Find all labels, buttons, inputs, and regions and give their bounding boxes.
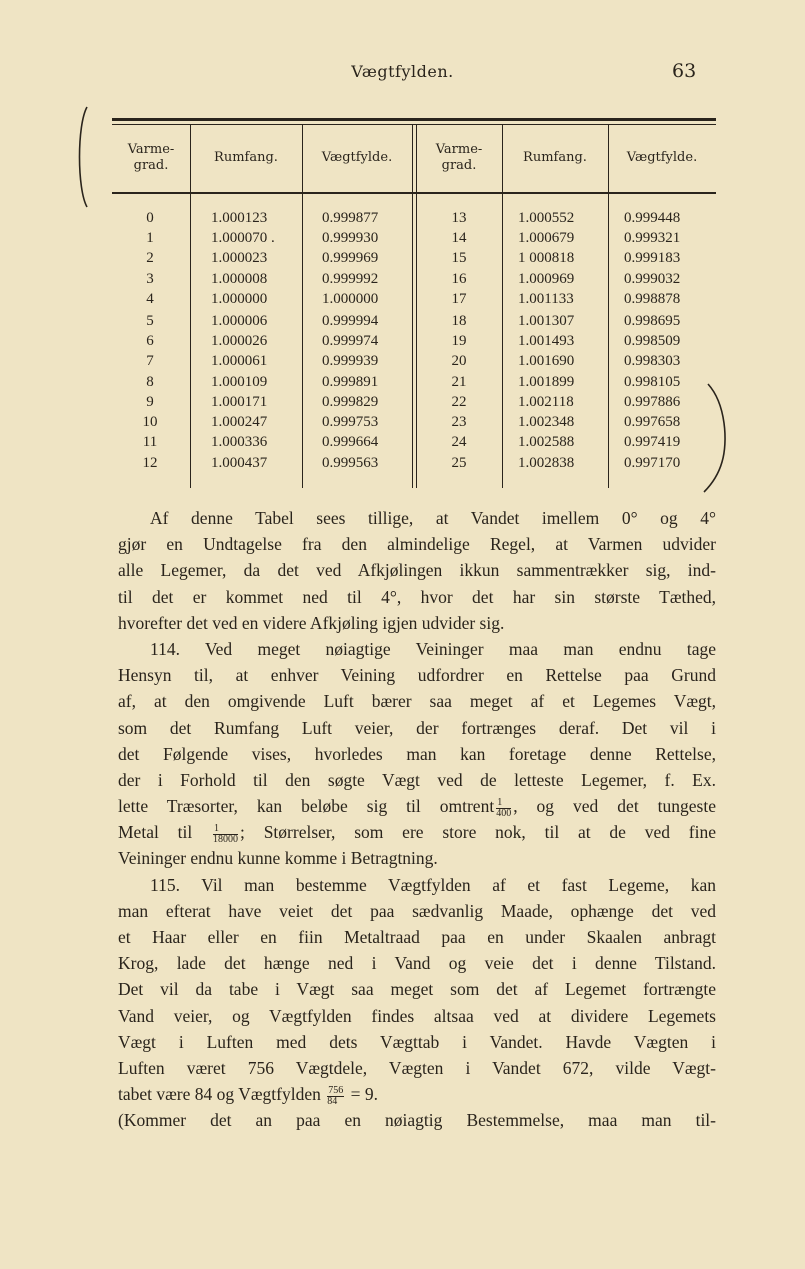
text-line: gjør en Undtagelse fra den almindelige Regel, at Varmen udvider (118, 534, 716, 555)
table-cell: 7 (146, 353, 154, 370)
text-line: (Kommer det an paa en nøiagtig Bestemmelse, maa man til- (118, 1110, 716, 1131)
table-column-right-degree (429, 392, 489, 473)
table-cell: 0.999753 (322, 414, 379, 431)
table-cell: 13 (451, 210, 467, 226)
table-cell: 15 (451, 250, 467, 267)
table-cell: 1.001899 (518, 373, 575, 390)
table-cell: 1.001307 (518, 313, 575, 329)
table-cell: 0.999448 (624, 210, 681, 226)
table-cell: 1 000818 (518, 250, 575, 267)
table-cell: 24 (451, 434, 467, 451)
table-cell: 1.000000 (211, 290, 268, 307)
fraction-numerator: 756 (328, 1084, 344, 1096)
text-line: Det vil da tabe i Vægt saa meget som det af Legemet fortrængte (118, 979, 716, 1000)
text-line: som det Rumfang Luft veier, der fortrænges deraf. Det vil i (118, 717, 716, 738)
table-column-right-degree (429, 311, 489, 392)
text-fragment: lette Træsorter, kan beløbe sig til omtrent (118, 796, 495, 817)
table-cell: 0.999664 (322, 434, 379, 451)
text-fragment: Metal til (118, 822, 193, 843)
table-cell: 1.000109 (211, 373, 268, 390)
table-cell: 0.999183 (624, 250, 681, 267)
table-column-left-degree (120, 311, 180, 392)
table-cell: 17 (451, 290, 467, 307)
table-cell: 0.998303 (624, 353, 681, 370)
text-line (118, 819, 716, 845)
table-cell: 16 (451, 270, 467, 287)
text-line (118, 1081, 716, 1107)
fraction-denominator: 18000 (213, 833, 239, 845)
table-cell: 5 (146, 313, 154, 329)
table-top-rule (112, 118, 716, 121)
table-cell: 6 (146, 333, 154, 350)
table-cell: 0.999974 (322, 333, 379, 350)
table-cell: 9 (146, 394, 154, 410)
table-cell: 1.000070 . (211, 230, 275, 247)
text-line: det Følgende vises, hvorledes man kan foretage denne Rettelse, (118, 743, 716, 764)
table-cell: 12 (142, 454, 158, 471)
page-number: 63 (672, 60, 697, 82)
table-cell: 0 (146, 210, 154, 226)
fraction-numerator: 1 (213, 824, 238, 835)
header-gravity-left: Vægtfylde. (321, 150, 393, 165)
table-cell: 1.000023 (211, 250, 268, 267)
table-cell: 1.000006 (211, 313, 268, 329)
table-column-left-gravity (322, 392, 378, 473)
table-column-left-gravity (322, 208, 378, 309)
table-column-right-volume (518, 311, 574, 392)
text-line: 115. Vil man bestemme Vægtfylden af et fast Legeme, kan (150, 874, 716, 895)
fraction (327, 1086, 344, 1107)
table-column-rule (190, 124, 191, 488)
table-cell: 0.997658 (624, 414, 681, 431)
table-cell: 3 (146, 270, 154, 287)
header-volume-right: Rumfang. (523, 150, 587, 165)
table-cell: 0.998878 (624, 290, 681, 307)
text-line: til det er kommet ned til 4°, hvor det har sin største Tæthed, (118, 586, 716, 607)
table-column-right-gravity (624, 311, 680, 392)
fraction-denominator: 400 (496, 807, 512, 819)
text-line: af, at den omgivende Luft bærer saa meget af et Legemes Vægt, (118, 691, 716, 712)
table-cell: 8 (146, 373, 154, 390)
body-text (118, 505, 716, 1134)
text-line: Vand veier, og Vægtfylden findes altsaa ved at dividere Legemets (118, 1005, 716, 1026)
text-line: Af denne Tabel sees tillige, at Vandet imellem 0° og 4° (150, 508, 716, 528)
text-line: man efterat have veiet det paa sædvanlig Maade, ophænge det ved (118, 900, 716, 921)
table-cell: 1.000008 (211, 270, 268, 287)
table-cell: 23 (451, 414, 467, 431)
header-heat-left: Varme- grad. (127, 142, 175, 173)
table-cell: 1.002838 (518, 454, 575, 471)
table-cell: 1.001493 (518, 333, 575, 350)
table-cell: 0.999321 (624, 230, 681, 247)
running-title: Vægtfylden. (351, 62, 454, 81)
table-cell: 1.002588 (518, 434, 575, 451)
table-cell: 0.999829 (322, 394, 379, 410)
table-cell: 0.997419 (624, 434, 681, 451)
table-column-right-volume (518, 208, 574, 309)
table-column-left-volume (211, 311, 267, 392)
right-bracket-mark (700, 382, 730, 494)
table-cell: 1.000171 (211, 394, 268, 410)
table-cell: 19 (451, 333, 467, 350)
table-column-rule (412, 124, 413, 488)
text-fragment: = 9. (350, 1084, 378, 1105)
table-cell: 2 (146, 250, 154, 267)
table-cell: 1.002118 (518, 394, 574, 410)
table-cell: 0.999930 (322, 230, 379, 247)
table-cell: 0.999969 (322, 250, 379, 267)
text-line (118, 793, 716, 819)
text-line: alle Legemer, da det ved Afkjølingen ikkun sammentrækker sig, ind- (118, 560, 716, 581)
table-cell: 0.999877 (322, 210, 379, 226)
header-heat-right: Varme- grad. (435, 142, 483, 173)
table-cell: 18 (451, 313, 467, 329)
table-column-right-gravity (624, 392, 680, 473)
table-cell: 1.000026 (211, 333, 268, 350)
text-line: Krog, lade det hænge ned i Vand og veie det i denne Tilstand. (118, 953, 716, 974)
table-cell: 0.998509 (624, 333, 681, 350)
text-line: hvorefter det ved en videre Afkjøling igjen udvider sig. (118, 612, 505, 633)
table-column-rule (416, 124, 417, 488)
table-column-rule (608, 124, 609, 488)
table-cell: 0.998695 (624, 313, 681, 329)
text-line: 114. Ved meget nøiagtige Veininger maa man endnu tage (150, 638, 716, 659)
text-line: Vægt i Luften med dets Vægttab i Vandet. Havde Vægten i (118, 1031, 716, 1052)
table-cell: 4 (146, 290, 154, 307)
table-cell: 1.000679 (518, 230, 575, 247)
fraction (496, 798, 511, 819)
table-cell: 1.001690 (518, 353, 575, 370)
table-cell: 22 (451, 394, 467, 410)
table-cell: 25 (451, 454, 467, 471)
text-line: Hensyn til, at enhver Veining udfordrer en Rettelse paa Grund (118, 665, 716, 686)
table-cell: 1.000969 (518, 270, 575, 287)
table-column-rule (502, 124, 503, 488)
table-cell: 10 (142, 414, 158, 431)
table-cell: 14 (451, 230, 467, 247)
table-cell: 1.001133 (518, 290, 574, 307)
table-cell: 1 (146, 230, 154, 247)
table-cell: 1.002348 (518, 414, 575, 431)
table-column-left-degree (120, 392, 180, 473)
table-column-left-gravity (322, 311, 378, 392)
table-column-right-gravity (624, 208, 680, 309)
table-cell: 0.999992 (322, 270, 379, 287)
table-cell: 21 (451, 373, 467, 390)
table-top-rule-thin (112, 124, 716, 125)
table-cell: 1.000336 (211, 434, 268, 451)
fraction-denominator: 84 (327, 1095, 338, 1107)
table-cell: 0.999939 (322, 353, 379, 370)
text-line: Luften været 756 Vægtdele, Vægten i Vandet 672, vilde Vægt- (118, 1057, 716, 1078)
table-cell: 1.000061 (211, 353, 268, 370)
text-fragment: , og ved det tungeste (513, 796, 716, 817)
table-cell: 11 (142, 434, 158, 451)
table-cell: 0.999032 (624, 270, 681, 287)
text-line: et Haar eller en fiin Metaltraad paa en under Skaalen anbragt (118, 927, 716, 947)
table-cell: 0.999563 (322, 454, 379, 471)
table-header-rule (112, 192, 716, 194)
fraction (213, 824, 238, 845)
table-cell: 0.999891 (322, 373, 379, 390)
table-column-right-degree (429, 208, 489, 309)
table-cell: 1.000000 (322, 290, 379, 307)
table-column-left-volume (211, 208, 275, 309)
header-gravity-right: Vægtfylde. (626, 150, 698, 165)
text-line: der i Forhold til den søgte Vægt ved de letteste Legemer, f. Ex. (118, 769, 716, 790)
table-column-right-volume (518, 392, 574, 473)
left-bracket-mark (74, 105, 88, 209)
text-line: Veininger endnu kunne komme i Betragtning. (118, 848, 438, 869)
table-column-rule (302, 124, 303, 488)
table-column-left-degree (120, 208, 180, 309)
fraction-numerator: 1 (496, 798, 511, 809)
text-fragment: ; Størrelser, som ere store nok, til at de ved fine (240, 822, 717, 843)
table-cell: 20 (451, 353, 467, 370)
table-cell: 0.997170 (624, 454, 681, 471)
table-cell: 0.997886 (624, 394, 681, 410)
table-cell: 0.998105 (624, 373, 681, 390)
table-cell: 1.000123 (211, 210, 268, 226)
table-cell: 1.000247 (211, 414, 268, 431)
table-cell: 1.000437 (211, 454, 268, 471)
table-cell: 1.000552 (518, 210, 575, 226)
text-fragment: tabet være 84 og Vægtfylden (118, 1084, 321, 1105)
table-cell: 0.999994 (322, 313, 379, 329)
header-volume-left: Rumfang. (214, 150, 278, 165)
table-column-left-volume (211, 392, 267, 473)
